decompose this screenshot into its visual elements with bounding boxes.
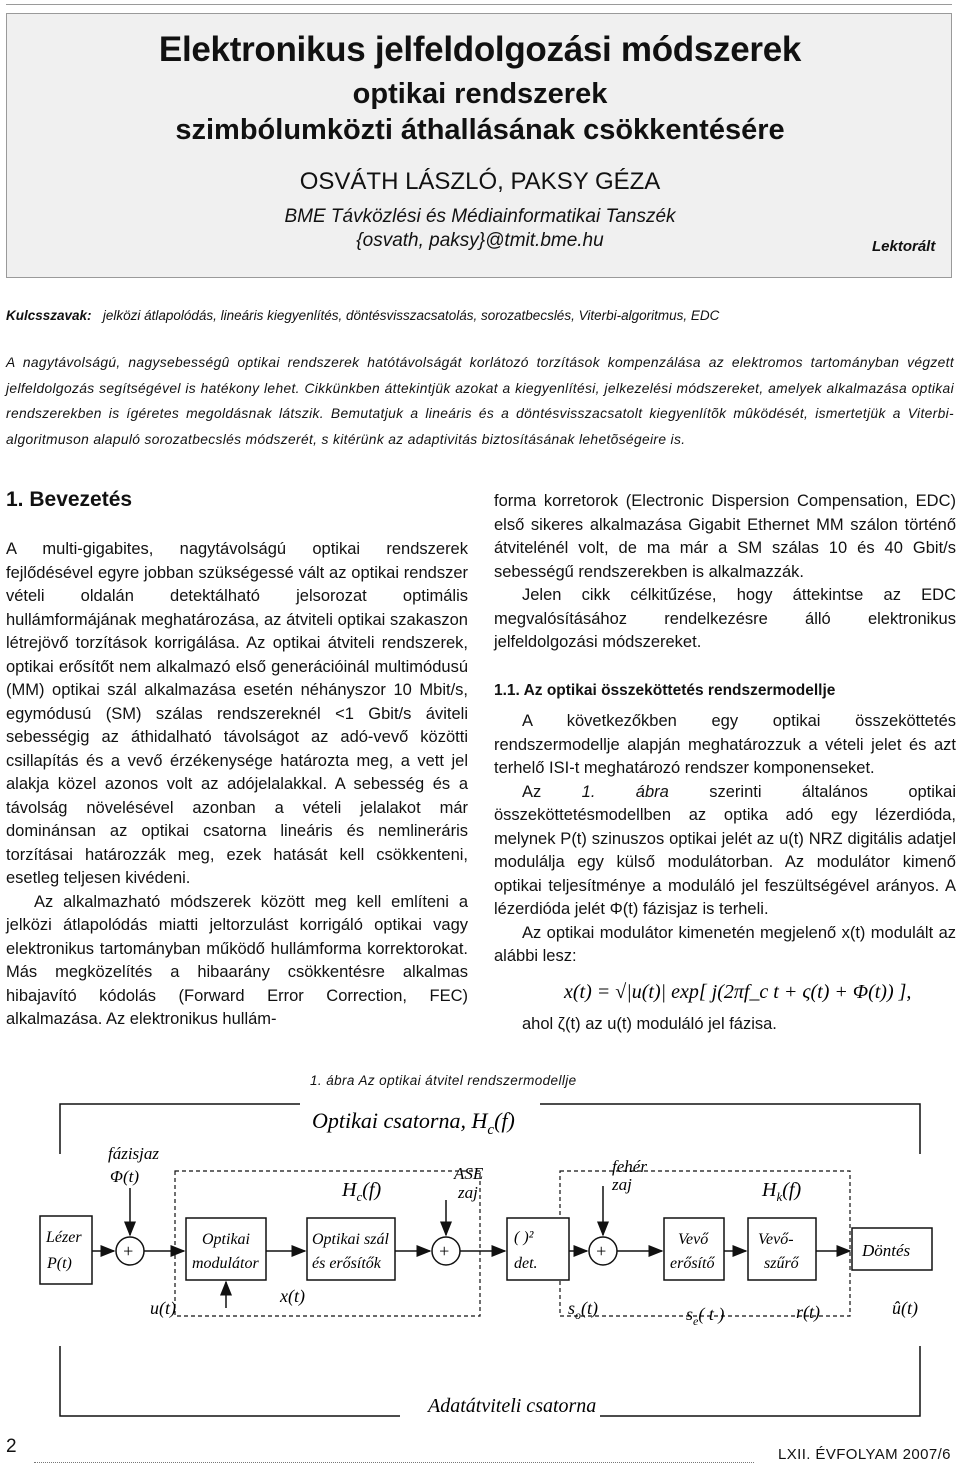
hc-label: $H_c(f)$	[342, 1179, 382, 1204]
paragraph: Az alkalmazható módszerek között meg kell említeni a jelközi átlapolódás miatti jeltorzulást korrigáló optikai vagy elektronikus tartományban működő hullámforma korrektorokat. Más megközelítés a hibaarány csökkentésre alkalmas hibajavító kódolás (Forward Error Correction, FEC) alkalmazása. Az elektronikus hullám-	[6, 892, 468, 1028]
equation-text: x(t) = √|u(t)| exp[ j(2πf_c t + ς(t) + Φ(t)) ],	[564, 980, 912, 1003]
svg-text:Optikai szál: Optikai szál	[312, 1231, 389, 1248]
svg-text:Vevő: Vevő	[678, 1231, 709, 1248]
figure-caption: 1. ábra Az optikai átvitel rendszermodellje	[310, 1073, 577, 1088]
article-subtitle-line1: optikai rendszerek	[352, 78, 608, 110]
phase-noise-label: fázisjaz	[108, 1144, 160, 1163]
svg-text:Döntés: Döntés	[862, 1241, 911, 1260]
affiliation: BME Távközlési és Médiainformatikai Tanszék	[284, 206, 676, 227]
figure-reference: 1. ábra	[581, 782, 669, 801]
paragraph: Az 1. ábra szerinti általános optikai összeköttetésmodellben az optika adó egy lézerdióda, melynek P(t) szinuszos optikai jelét az u(t) NRZ digitális adatjel modulálja egy külső modulátorban. Az modulátor kimenő optikai teljesítménye a moduláló jel feszültségével arányos. A lézerdióda jelét Φ(t) fázisjaz is terheli.	[494, 782, 957, 918]
volume-label: LXII. ÉVFOLYAM 2007/6	[778, 1446, 951, 1463]
system-model-figure	[0, 1096, 960, 1426]
summing-junction-2	[432, 1237, 460, 1265]
keywords-text: jelközi átlapolódás, lineáris kiegyenlítés, döntésvisszacsatolás, sorozatbecslés, Viterbi-algoritmus, EDC	[102, 308, 720, 323]
section-heading: 1. Bevezetés	[6, 488, 133, 511]
column-right	[494, 490, 956, 1036]
subsection-heading: 1.1. Az optikai összeköttetés rendszermodellje	[494, 681, 836, 699]
summing-junction-1	[116, 1237, 144, 1265]
phase-noise-symbol: Φ(t)	[110, 1167, 139, 1186]
svg-text:det.: det.	[514, 1255, 538, 1272]
summing-junction-3	[589, 1237, 617, 1265]
signal-se-label: $s_e$( t )	[686, 1304, 725, 1328]
block-receiver-filter	[748, 1218, 816, 1280]
svg-text:+: +	[122, 1241, 135, 1261]
column-left	[6, 538, 468, 1032]
equation-graphic	[494, 969, 956, 1013]
ase-label: ASE	[454, 1164, 484, 1183]
equation	[494, 969, 956, 1013]
paragraph: Az optikai modulátor kimenetén megjelenő x(t) modulált az alábbi lesz:	[494, 923, 956, 965]
hk-label: $H_k(f)$	[762, 1179, 802, 1204]
page-number: 2	[6, 1436, 17, 1457]
svg-text:Vevő-: Vevő-	[758, 1231, 794, 1248]
block-receiver-amplifier	[664, 1218, 724, 1280]
keywords-label: Kulcsszavak:	[6, 308, 92, 323]
block-detector	[507, 1218, 569, 1280]
svg-text:P(t): P(t)	[47, 1255, 72, 1272]
signal-so-label: $s_o(t)$	[568, 1298, 599, 1322]
paragraph: A következőkben egy optikai összeköttetés rendszermodellje alapján meghatározzuk a vételi jelet és azt terhelő ISI-t meghatározó rendszer komponenseket.	[494, 712, 956, 777]
reviewed-badge: Lektorált	[872, 238, 936, 255]
signal-x-label: x(t)	[280, 1286, 305, 1306]
svg-text:( )²: ( )²	[514, 1229, 534, 1246]
article-subtitle-line2: szimbólumközti áthallásának csökkentésére	[175, 114, 785, 146]
author-email: {osvath, paksy}@tmit.bme.hu	[356, 230, 604, 251]
block-decision	[852, 1228, 932, 1270]
svg-text:modulátor: modulátor	[192, 1255, 259, 1272]
paragraph: Jelen cikk célkitűzése, hogy áttekintse az EDC megvalósításához rendelkezésre álló elektronikus jelfeldolgozási módszereket.	[494, 586, 956, 651]
signal-u-label: u(t)	[150, 1298, 176, 1318]
data-channel-label: Adatátviteli csatorna	[428, 1395, 597, 1417]
authors: OSVÁTH LÁSZLÓ, PAKSY GÉZA	[299, 168, 661, 195]
optical-channel-label: Optikai csatorna, $H_c(f)$	[312, 1108, 515, 1138]
signal-r-label: r(t)	[796, 1302, 820, 1322]
footer-rule	[34, 1462, 754, 1463]
ase-noise-label: zaj	[458, 1183, 478, 1202]
svg-text:erősítő: erősítő	[670, 1255, 715, 1272]
svg-text:Lézer: Lézer	[46, 1229, 82, 1246]
svg-text:Optikai: Optikai	[202, 1231, 250, 1248]
svg-text:+: +	[438, 1241, 451, 1261]
svg-text:+: +	[595, 1241, 608, 1261]
svg-text:és erősítők: és erősítők	[312, 1255, 381, 1272]
block-optical-fiber	[307, 1218, 395, 1280]
block-laser	[40, 1216, 92, 1284]
signal-uhat-label: û(t)	[892, 1298, 918, 1318]
paragraph: A multi-gigabites, nagytávolságú optikai rendszerek fejlődésével egyre jobban szükségessé vált az optikai rendszer vételi oldalán detektálható jelsorozat optimális hullámformájának meghatározása, az átviteli optikai szakaszon létrejövő torzítások korrigálása. Az optikai átviteli rendszerek, optikai erősítőt nem alkalmazó első generációinál multimódusú (MM) optikai szál alkalmazása esetén néhányszor 10 Mbit/s, egymódusú (SM) szálas rendszereknél <1 Gbit/s áviteli sebességig az áthidalható távolságot az adó-vevő közötti csillapítás és a vevő érzékenysége határozta meg, a vett jel alakja közel azonos volt az adójelalakkal. A sebesség és a távolság növelésével azonban a vételi jelalakot már dominánsan az optikai csatorna lineáris és nemlineráris torzításai határozzák meg, ezek hatását kell csökkenteni, esetleg teljesen kivédeni.	[6, 540, 468, 887]
paragraph: forma korretorok (Electronic Dispersion Compensation, EDC) első sikeres alkalmazása Gigabit Ethernet MM szálon történő átvitelénél volt, de ma már a SM szálas 10 és 40 Gbit/s sebességű rendszerekben is alkalmazzák.	[494, 492, 956, 581]
article-title: Elektronikus jelfeldolgozási módszerek	[158, 30, 802, 69]
white-noise-label: fehér	[612, 1157, 647, 1176]
keywords	[6, 308, 954, 323]
svg-text:szűrő: szűrő	[764, 1255, 799, 1272]
block-optical-modulator	[186, 1218, 266, 1280]
white-noise-label-2: zaj	[612, 1175, 632, 1194]
paragraph: ahol ζ(t) az u(t) moduláló jel fázisa.	[522, 1014, 777, 1033]
abstract: A nagytávolságú, nagysebességû optikai rendszerek hatótávolságát korlátozó torzítások kompenzálása az elektromos tartományban végzett jelfeldolgozás segítségével is hatékony lehet. Cikkünkben áttekintjük azokat a kiegyenlítési, jelkezelési módszereket, amelyek alkalmazása optikai rendszerekben is ígéretes megoldásnak látszik. Bemutatjuk a lineáris és a döntésvisszacsatolt kiegyenlítõk mûködését, ismertetjük a Viterbi-algoritmuson alapuló sorozatbecslés módszerét, s kitérünk az adaptivitás biztosításának lehetõségeire is.	[6, 355, 954, 447]
